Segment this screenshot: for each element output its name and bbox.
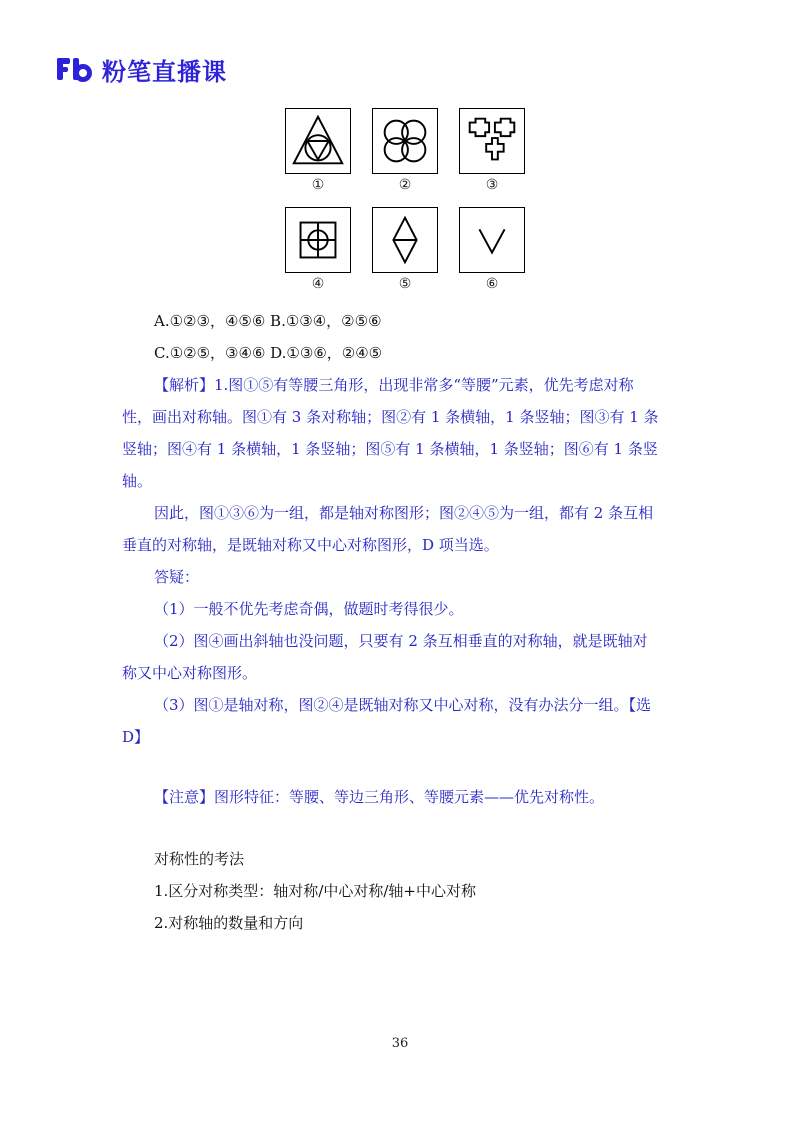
figure-1 bbox=[285, 108, 351, 174]
page-number: 36 bbox=[391, 1036, 409, 1051]
brand-logo bbox=[56, 52, 227, 86]
option-line-cd: C.①②⑤，③④⑥ D.①③⑥，②④⑤ bbox=[154, 344, 383, 362]
diamond-figure bbox=[373, 208, 437, 272]
fb-logo-icon bbox=[56, 55, 92, 83]
brand-name: 粉笔直播课 bbox=[102, 57, 227, 86]
figure-2 bbox=[372, 108, 438, 174]
note-line: 【注意】图形特征：等腰、等边三角形、等腰元素——优先对称性。 bbox=[154, 788, 605, 806]
figure-6-label: ⑥ bbox=[485, 276, 499, 292]
symmetry-item-1: 1.区分对称类型：轴对称/中心对称/轴+中心对称 bbox=[154, 882, 476, 900]
analysis-line-5: 因此，图①③⑥为一组，都是轴对称图形；图②④⑤为一组，都有 2 条互相 bbox=[154, 504, 654, 522]
figure-5 bbox=[372, 207, 438, 273]
figure-1-label: ① bbox=[311, 177, 325, 193]
analysis-line-6: 垂直的对称轴，是既轴对称又中心对称图形，D 项当选。 bbox=[122, 536, 499, 554]
square-crosshair-figure bbox=[286, 208, 350, 272]
symmetry-title: 对称性的考法 bbox=[154, 850, 245, 868]
figure-3 bbox=[459, 108, 525, 174]
analysis-line-4: 轴。 bbox=[122, 472, 153, 490]
crosses-figure bbox=[460, 109, 524, 173]
analysis-line-1: 【解析】1.图①⑤有等腰三角形，出现非常多“等腰”元素，优先考虑对称 bbox=[154, 376, 634, 394]
figure-4-label: ④ bbox=[311, 276, 325, 292]
analysis-qa-2: （2）图④画出斜轴也没问题，只要有 2 条互相垂直的对称轴，就是既轴对 bbox=[154, 632, 648, 650]
analysis-qa-2-cont: 称又中心对称图形。 bbox=[122, 664, 258, 682]
v-shape-figure bbox=[460, 208, 524, 272]
figure-5-label: ⑤ bbox=[398, 276, 412, 292]
triangle-circle-figure bbox=[286, 109, 350, 173]
analysis-line-2: 性，画出对称轴。图①有 3 条对称轴；图②有 1 条横轴，1 条竖轴；图③有 1 条 bbox=[122, 408, 659, 426]
analysis-qa-1: （1）一般不优先考虑奇偶，做题时考得很少。 bbox=[154, 600, 464, 618]
figure-4 bbox=[285, 207, 351, 273]
figure-6 bbox=[459, 207, 525, 273]
four-circles-figure bbox=[373, 109, 437, 173]
analysis-qa-3: （3）图①是轴对称，图②④是既轴对称又中心对称，没有办法分一组。【选 bbox=[154, 696, 652, 714]
figure-grid bbox=[285, 108, 525, 298]
figure-3-label: ③ bbox=[485, 177, 499, 193]
symmetry-item-2: 2.对称轴的数量和方向 bbox=[154, 914, 304, 932]
option-line-ab: A.①②③，④⑤⑥ B.①③④，②⑤⑥ bbox=[154, 312, 382, 330]
analysis-line-3: 竖轴；图④有 1 条横轴，1 条竖轴；图⑤有 1 条横轴，1 条竖轴；图⑥有 1 条竖 bbox=[122, 440, 658, 458]
analysis-qa-3-cont: D】 bbox=[122, 728, 150, 746]
analysis-qa-heading: 答疑： bbox=[154, 568, 200, 586]
figure-2-label: ② bbox=[398, 177, 412, 193]
